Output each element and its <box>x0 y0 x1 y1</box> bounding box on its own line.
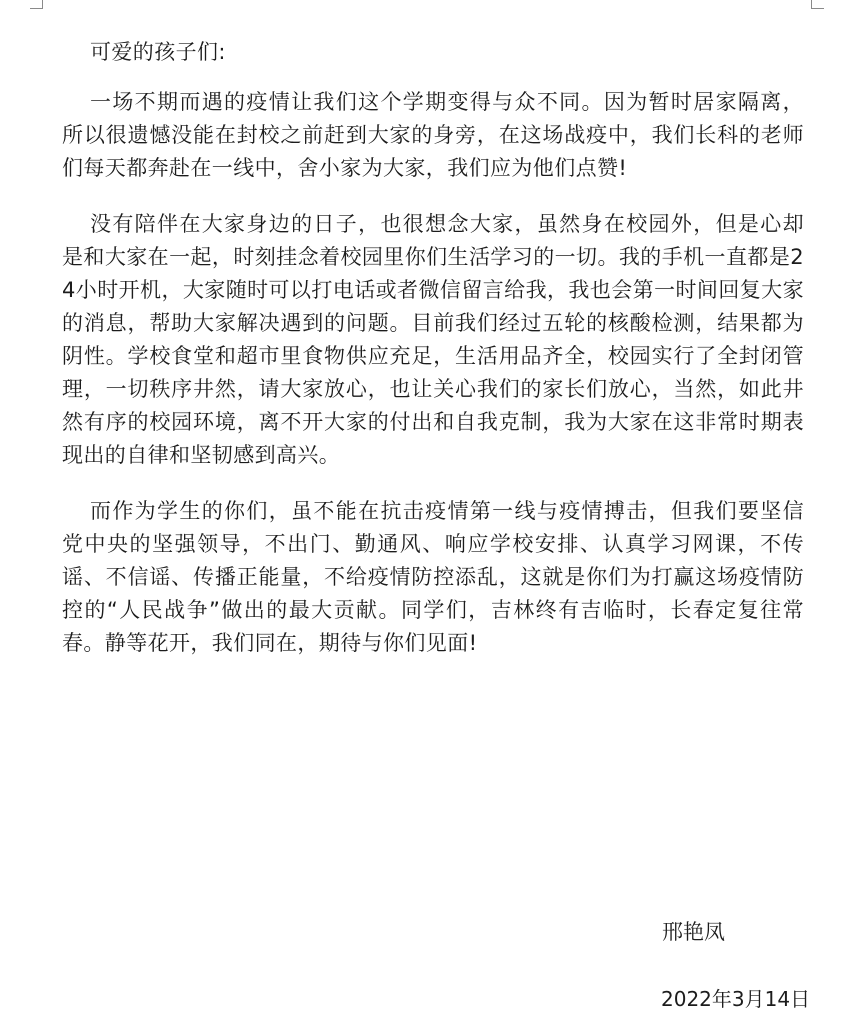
paragraph-line: 是和大家在一起，时刻挂念着校园里你们生活学习的一切。我的手机一直都是2 <box>62 245 804 269</box>
paragraph-line: 阴性。学校食堂和超市里食物供应充足，生活用品齐全，校园实行了全封闭管 <box>62 344 804 368</box>
paragraph-line: 的消息，帮助大家解决遇到的问题。目前我们经过五轮的核酸检测，结果都为 <box>62 311 804 335</box>
paragraph-line: 春。静等花开，我们同在，期待与你们见面! <box>62 631 478 655</box>
paragraph-line: 没有陪伴在大家身边的日子，也很想念大家，虽然身在校园外，但是心却 <box>90 212 804 236</box>
paragraph-line: 一场不期而遇的疫情让我们这个学期变得与众不同。因为暂时居家隔离， <box>90 90 804 114</box>
paragraph-line: 控的“人民战争”做出的最大贡献。同学们，吉林终有吉临时，长春定复往常 <box>62 598 804 622</box>
page-corner-mark-right <box>811 0 824 9</box>
paragraph-line: 理，一切秩序井然，请大家放心，也让关心我们的家长们放心，当然，如此井 <box>62 377 804 401</box>
letter-body <box>62 86 804 683</box>
signature-row <box>0 916 858 949</box>
paragraph-line: 而作为学生的你们，虽不能在抗击疫情第一线与疫情搏击，但我们要坚信 <box>90 499 804 523</box>
paragraph-line: 谣、不信谣、传播正能量，不给疫情防控添乱，这就是你们为打赢这场疫情防 <box>62 565 804 589</box>
signature-name: 邢艳凤 <box>662 920 725 944</box>
letter-date: 2022年3月14日 <box>661 987 811 1011</box>
paragraph-1 <box>62 86 804 185</box>
paragraph-line: 然有序的校园环境，离不开大家的付出和自我克制，我为大家在这非常时期表 <box>62 410 804 434</box>
letter-greeting: 可爱的孩子们: <box>90 40 226 64</box>
paragraph-3 <box>62 495 804 660</box>
paragraph-2 <box>62 208 804 472</box>
paragraph-line: 们每天都奔赴在一线中，舍小家为大家，我们应为他们点赞! <box>62 156 628 180</box>
paragraph-line: 所以很遗憾没能在封校之前赶到大家的身旁，在这场战疫中，我们长科的老师 <box>62 123 804 147</box>
paragraph-line: 现出的自律和坚韧感到高兴。 <box>62 443 341 467</box>
paragraph-line: 党中央的坚强领导，不出门、勤通风、响应学校安排、认真学习网课，不传 <box>62 532 804 556</box>
date-row <box>0 983 858 1016</box>
paragraph-line: 4小时开机，大家随时可以打电话或者微信留言给我，我也会第一时间回复大家 <box>62 278 804 302</box>
page-corner-mark-left <box>30 0 43 9</box>
